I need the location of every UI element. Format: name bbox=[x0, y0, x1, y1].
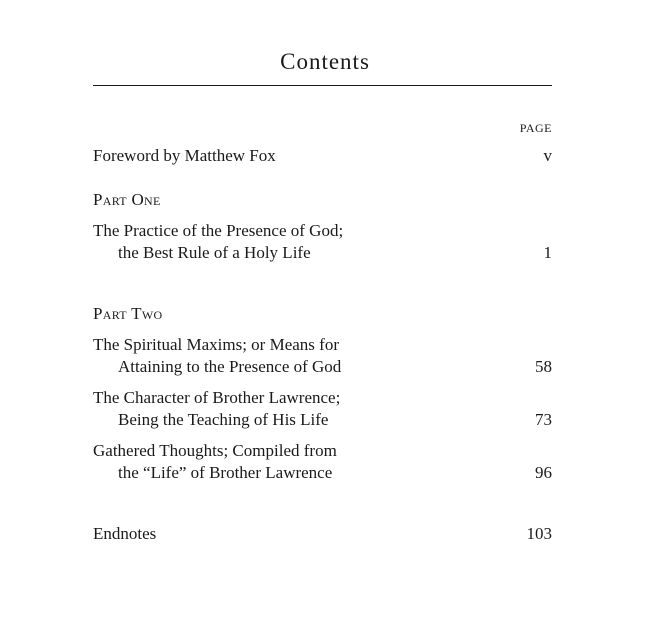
toc-entry-character-line1: The Character of Brother Lawrence; bbox=[93, 388, 341, 407]
toc-entry-character[interactable] bbox=[93, 387, 340, 431]
toc-entry-practice-line2: the Best Rule of a Holy Life bbox=[118, 243, 311, 262]
toc-entry-gathered-line2: the “Life” of Brother Lawrence bbox=[118, 463, 333, 482]
page-column-label: PAGE bbox=[519, 121, 552, 135]
toc-entry-maxims[interactable] bbox=[93, 334, 341, 378]
toc-entry-character-page: 73 bbox=[535, 410, 552, 429]
toc-entry-endnotes-page: 103 bbox=[526, 524, 552, 543]
part-one-heading: Part One bbox=[93, 190, 161, 209]
page-title: Contents bbox=[280, 49, 370, 74]
part-two-heading: Part Two bbox=[93, 304, 163, 323]
title-rule bbox=[93, 85, 552, 86]
toc-entry-practice-page: 1 bbox=[543, 243, 552, 262]
toc-entry-maxims-page: 58 bbox=[535, 357, 552, 376]
toc-entry-endnotes[interactable] bbox=[93, 523, 156, 545]
toc-entry-gathered[interactable] bbox=[93, 440, 337, 484]
toc-entry-practice-line1: The Practice of the Presence of God; bbox=[93, 221, 344, 240]
toc-entry-maxims-line2: Attaining to the Presence of God bbox=[118, 357, 342, 376]
toc-entry-gathered-page: 96 bbox=[535, 463, 552, 482]
toc-entry-foreword[interactable] bbox=[93, 145, 276, 167]
toc-entry-character-line2: Being the Teaching of His Life bbox=[118, 410, 329, 429]
toc-entry-practice[interactable] bbox=[93, 220, 343, 264]
toc-entry-foreword-page: v bbox=[543, 146, 552, 165]
toc-entry-endnotes-title: Endnotes bbox=[93, 524, 157, 543]
toc-entry-gathered-line1: Gathered Thoughts; Compiled from bbox=[93, 441, 337, 460]
toc-entry-foreword-title: Foreword by Matthew Fox bbox=[93, 146, 276, 165]
toc-entry-maxims-line1: The Spiritual Maxims; or Means for bbox=[93, 335, 339, 354]
